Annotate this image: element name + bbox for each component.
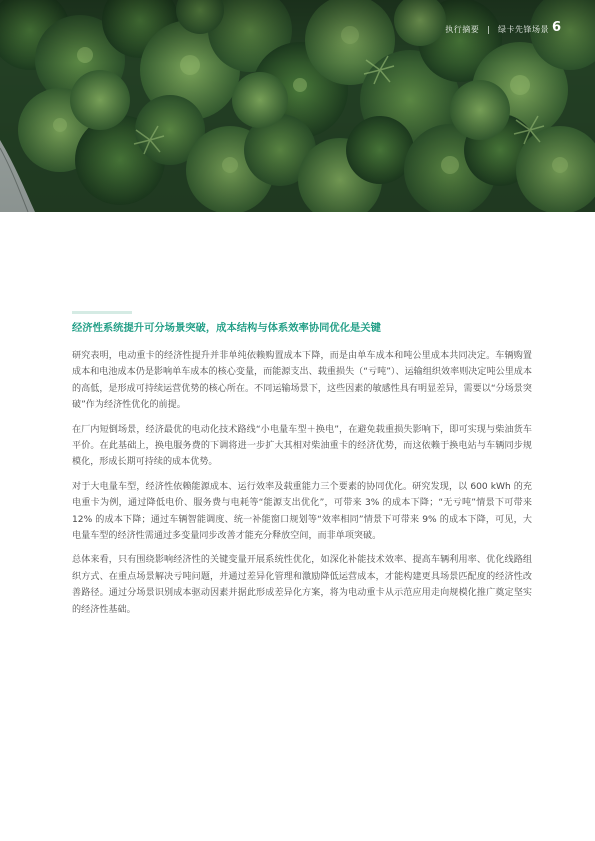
running-header bbox=[445, 24, 549, 35]
heading-accent-line bbox=[72, 311, 132, 314]
section-heading: 经济性系统提升可分场景突破，成本结构与体系效率协同优化是关键 bbox=[72, 322, 381, 334]
page-number: 6 bbox=[551, 20, 561, 35]
header-section-2: 绿卡先锋场景 bbox=[498, 25, 549, 34]
paragraph-2: 在厂内短倒场景，经济最优的电动化技术路线“小电量车型＋换电”，在避免载重损失影响下，即可实现与柴油货车平价。在此基础上，换电服务费的下调将进一步扩大其相对柴油重卡的经济优势，而这依赖于换电站与车辆同步规模化，形成长期可持续的成本优势。 bbox=[72, 424, 532, 468]
header-section-1: 执行摘要 bbox=[445, 25, 480, 34]
paragraph-4: 总体来看，只有围绕影响经济性的关键变量开展系统性优化，如深化补能技术效率、提高车辆利用率、优化线路组织方式、在重点场景解决亏吨问题，并通过差异化管理和激励降低运营成本，才能构建更具场景匹配度的经济性改善路径。通过分场景识别成本驱动因素并据此形成差异化方案，将为电动重卡从示范应用走向规模化推广奠定坚实的经济性基础。 bbox=[72, 555, 532, 615]
hero-forest-image bbox=[0, 0, 595, 212]
paragraph-3: 对于大电量车型，经济性依赖能源成本、运行效率及载重能力三个要素的协同优化。研究发现，以 600 kWh 的充电重卡为例，通过降低电价、服务费与电耗等“能源支出优化”，可带来 3% 的成本下降；“无亏吨”情景下可带来 12% 的成本下降；通过车辆智能调度、统一补能窗口规划等“效率相同”情景下可带来 9% 的成本下降，可见，大电量车型的经济性需通过多变量同步改善才能充分释放空间，而非单项突破。 bbox=[72, 481, 532, 542]
paragraph-1: 研究表明，电动重卡的经济性提升并非单纯依赖购置成本下降，而是由单车成本和吨公里成本共同决定。车辆购置成本和电池成本仍是影响单车成本的核心变量，而能源支出、载重损失（“亏吨”）、运输组织效率则决定吨公里成本的高低，是形成可持续运营优势的核心所在。不同运输场景下，这些因素的敏感性具有明显差异，需要以“分场景突破”作为经济性优化的前提。 bbox=[72, 351, 532, 411]
header-separator: | bbox=[487, 25, 490, 34]
body-text bbox=[72, 348, 532, 626]
